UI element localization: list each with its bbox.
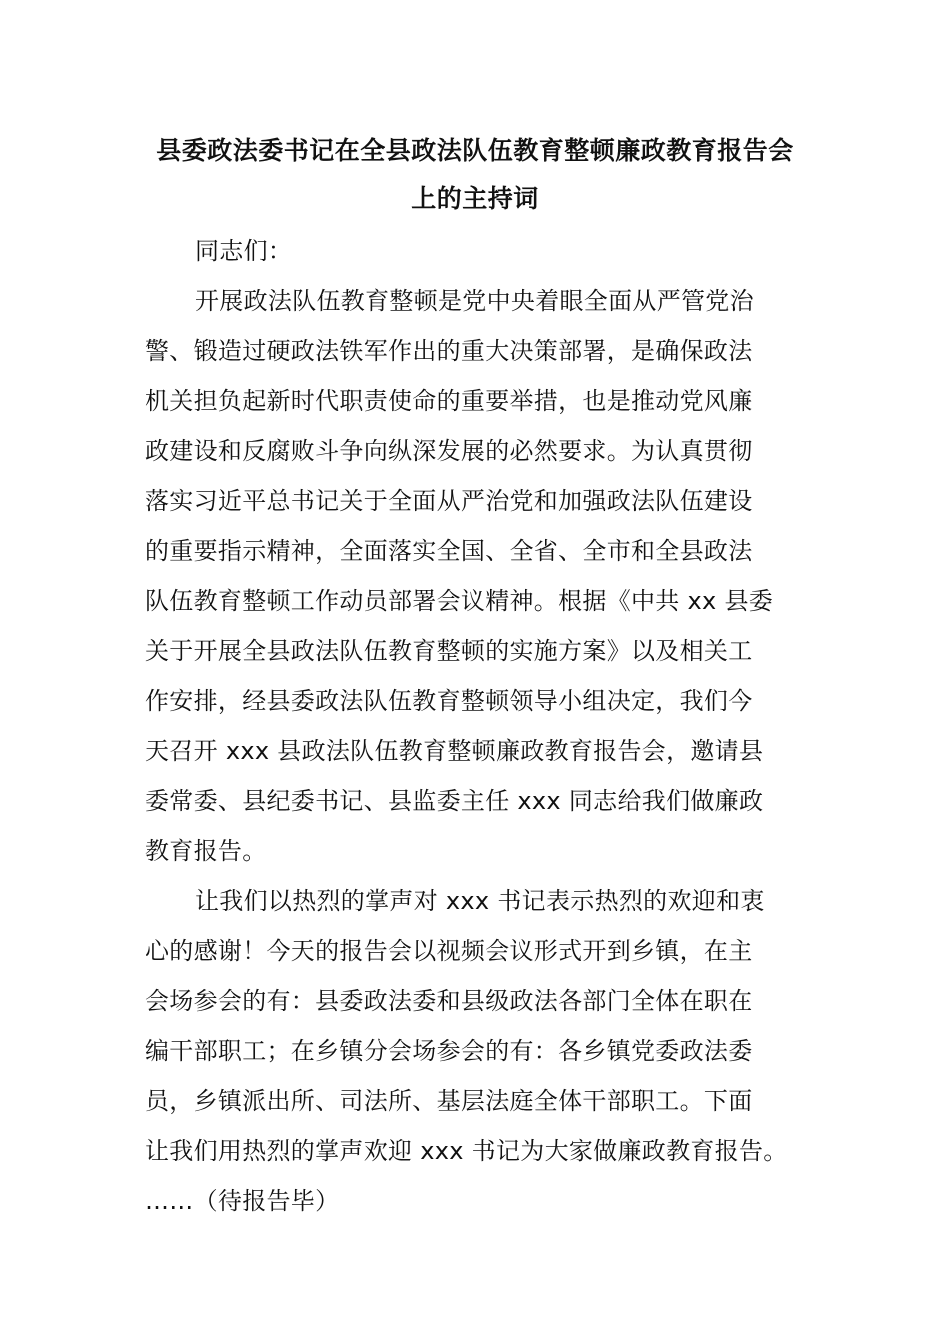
paragraph-1-line: 天召开 xxx 县政法队伍教育整顿廉政教育报告会，邀请县 xyxy=(145,737,764,765)
paragraph-2-line: 编干部职工；在乡镇分会场参会的有：各乡镇党委政法委 xyxy=(145,1037,753,1065)
document-title-line-1: 县委政法委书记在全县政法队伍教育整顿廉政教育报告会 xyxy=(156,136,794,165)
paragraph-1-line: 作安排，经县委政法队伍教育整顿领导小组决定，我们今 xyxy=(145,687,753,715)
paragraph-1-line: 委常委、县纪委书记、县监委主任 xxx 同志给我们做廉政 xyxy=(145,787,764,815)
paragraph-1-line: 的重要指示精神，全面落实全国、全省、全市和全县政法 xyxy=(145,537,753,565)
paragraph-2-line: 让我们以热烈的掌声对 xxx 书记表示热烈的欢迎和衷 xyxy=(195,887,765,915)
paragraph-1-line: 政建设和反腐败斗争向纵深发展的必然要求。为认真贯彻 xyxy=(145,437,753,465)
paragraph-2-line: 让我们用热烈的掌声欢迎 xxx 书记为大家做廉政教育报告。 xyxy=(145,1137,788,1165)
paragraph-2-line: ……（待报告毕） xyxy=(145,1187,340,1215)
paragraph-2-line: 员，乡镇派出所、司法所、基层法庭全体干部职工。下面 xyxy=(145,1087,753,1115)
paragraph-1-line: 队伍教育整顿工作动员部署会议精神。根据《中共 xx 县委 xyxy=(145,587,774,615)
paragraph-1-line: 机关担负起新时代职责使命的重要举措，也是推动党风廉 xyxy=(145,387,753,415)
document-title-line-2: 上的主持词 xyxy=(411,184,539,213)
salutation: 同志们： xyxy=(195,237,293,265)
paragraph-1-line: 教育报告。 xyxy=(145,837,267,865)
paragraph-1-line: 开展政法队伍教育整顿是党中央着眼全面从严管党治 xyxy=(195,287,754,315)
paragraph-2-line: 心的感谢！今天的报告会以视频会议形式开到乡镇，在主 xyxy=(145,937,753,965)
paragraph-1-line: 落实习近平总书记关于全面从严治党和加强政法队伍建设 xyxy=(145,487,753,515)
paragraph-1-line: 警、锻造过硬政法铁军作出的重大决策部署，是确保政法 xyxy=(145,337,753,365)
paragraph-1-line: 关于开展全县政法队伍教育整顿的实施方案》以及相关工 xyxy=(145,637,753,665)
paragraph-2-line: 会场参会的有：县委政法委和县级政法各部门全体在职在 xyxy=(145,987,753,1015)
